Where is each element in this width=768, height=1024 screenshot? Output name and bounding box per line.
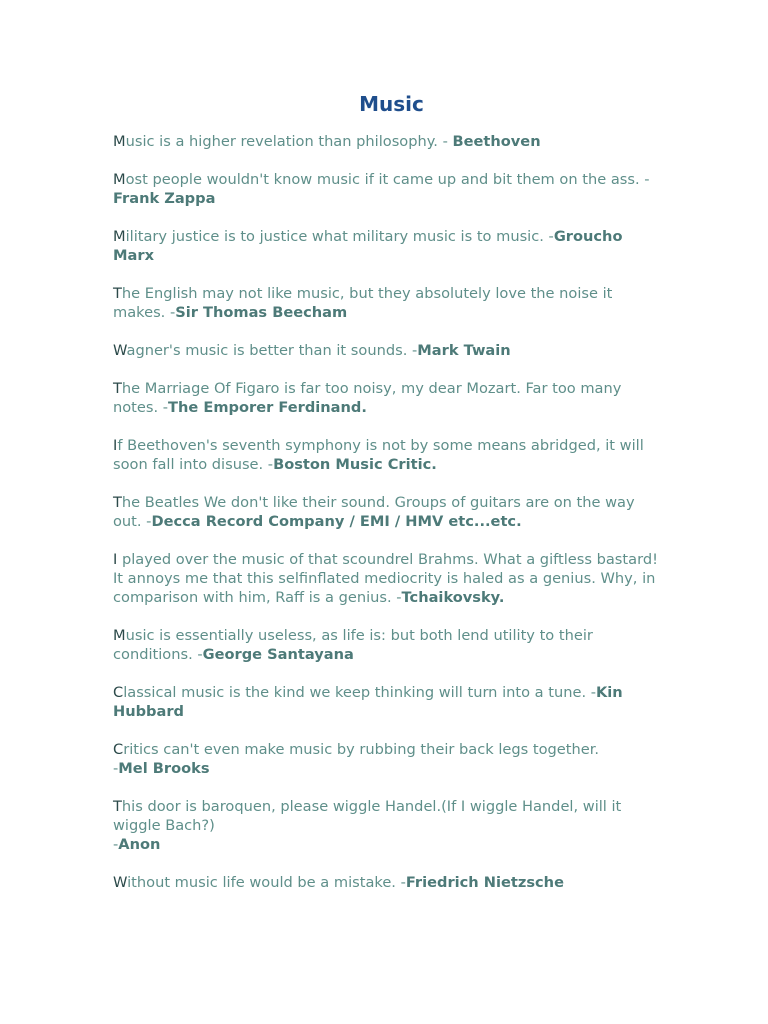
quote-author: Anon — [118, 836, 161, 853]
quote-item — [113, 797, 658, 854]
quote-initial: C — [113, 684, 124, 701]
quote-initial: I — [113, 437, 118, 454]
quote-list — [113, 132, 658, 892]
quote-author: Boston Music Critic. — [273, 456, 437, 473]
quote-author: The Emporer Ferdinand. — [168, 399, 367, 416]
quote-initial: W — [113, 874, 128, 891]
quote-author: Kin Hubbard — [113, 684, 623, 720]
quote-initial: T — [113, 798, 122, 815]
quote-item — [113, 626, 658, 664]
quote-initial: C — [113, 741, 124, 758]
document-page — [113, 88, 658, 911]
quote-initial: M — [113, 133, 126, 150]
quote-author: Friedrich Nietzsche — [405, 874, 564, 891]
quote-item — [113, 493, 658, 531]
quote-text: he English may not like music, but they absolutely love the noise it makes. - — [113, 285, 613, 321]
quote-author: Beethoven — [452, 133, 541, 150]
quote-author: Mark Twain — [417, 342, 511, 359]
quote-author: Sir Thomas Beecham — [175, 304, 348, 321]
quote-author: Decca Record Company / EMI / HMV etc...etc. — [151, 513, 522, 530]
quote-text: he Beatles We don't like their sound. Groups of guitars are on the way out. - — [113, 494, 635, 530]
quote-initial: I — [113, 551, 118, 568]
quote-item — [113, 436, 658, 474]
quote-text: ost people wouldn't know music if it came up and bit them on the ass. - — [125, 171, 650, 188]
quote-item — [113, 873, 658, 892]
quote-text: lassical music is the kind we keep thinking will turn into a tune. - — [123, 684, 596, 701]
quote-text: usic is a higher revelation than philosophy. - — [125, 133, 453, 150]
quote-initial: M — [113, 171, 126, 188]
quote-item — [113, 284, 658, 322]
quote-text: ithout music life would be a mistake. - — [127, 874, 406, 891]
quote-initial: T — [113, 285, 122, 302]
quote-author: Mel Brooks — [118, 760, 210, 777]
page-title: Music — [359, 92, 424, 116]
quote-initial: M — [113, 228, 126, 245]
quote-text: his door is baroquen, please wiggle Handel.(If I wiggle Handel, will it wiggle Bach?) - — [113, 798, 622, 853]
quote-item — [113, 132, 658, 151]
quote-text: played over the music of that scoundrel Brahms. What a giftless bastard! It annoys me that this selfinflated mediocrity is haled as a genius. Why, in comparison with him, Raff is a genius. - — [113, 551, 658, 606]
quote-text: he Marriage Of Figaro is far too noisy, my dear Mozart. Far too many notes. - — [113, 380, 622, 416]
quote-item — [113, 170, 658, 208]
quote-author: George Santayana — [202, 646, 354, 663]
quote-text: ritics can't even make music by rubbing their back legs together. - — [113, 741, 600, 777]
quote-item — [113, 379, 658, 417]
quote-item — [113, 683, 658, 721]
quote-item — [113, 740, 658, 778]
quote-initial: M — [113, 627, 126, 644]
quote-item — [113, 550, 658, 607]
quote-initial: W — [113, 342, 127, 359]
quote-initial: T — [113, 494, 122, 511]
quote-text: ilitary justice is to justice what military music is to music. - — [125, 228, 554, 245]
quote-author: Groucho Marx — [113, 228, 623, 264]
quote-item — [113, 227, 658, 265]
quote-author: Tchaikovsky. — [401, 589, 505, 606]
quote-item — [113, 341, 658, 360]
quote-text: f Beethoven's seventh symphony is not by some means abridged, it will soon fall into disuse. - — [113, 437, 644, 473]
quote-author: Frank Zappa — [113, 190, 216, 207]
quote-initial: T — [113, 380, 122, 397]
quote-text: usic is essentially useless, as life is: but both lend utility to their conditions. - — [113, 627, 593, 663]
quote-text: agner's music is better than it sounds. - — [126, 342, 418, 359]
